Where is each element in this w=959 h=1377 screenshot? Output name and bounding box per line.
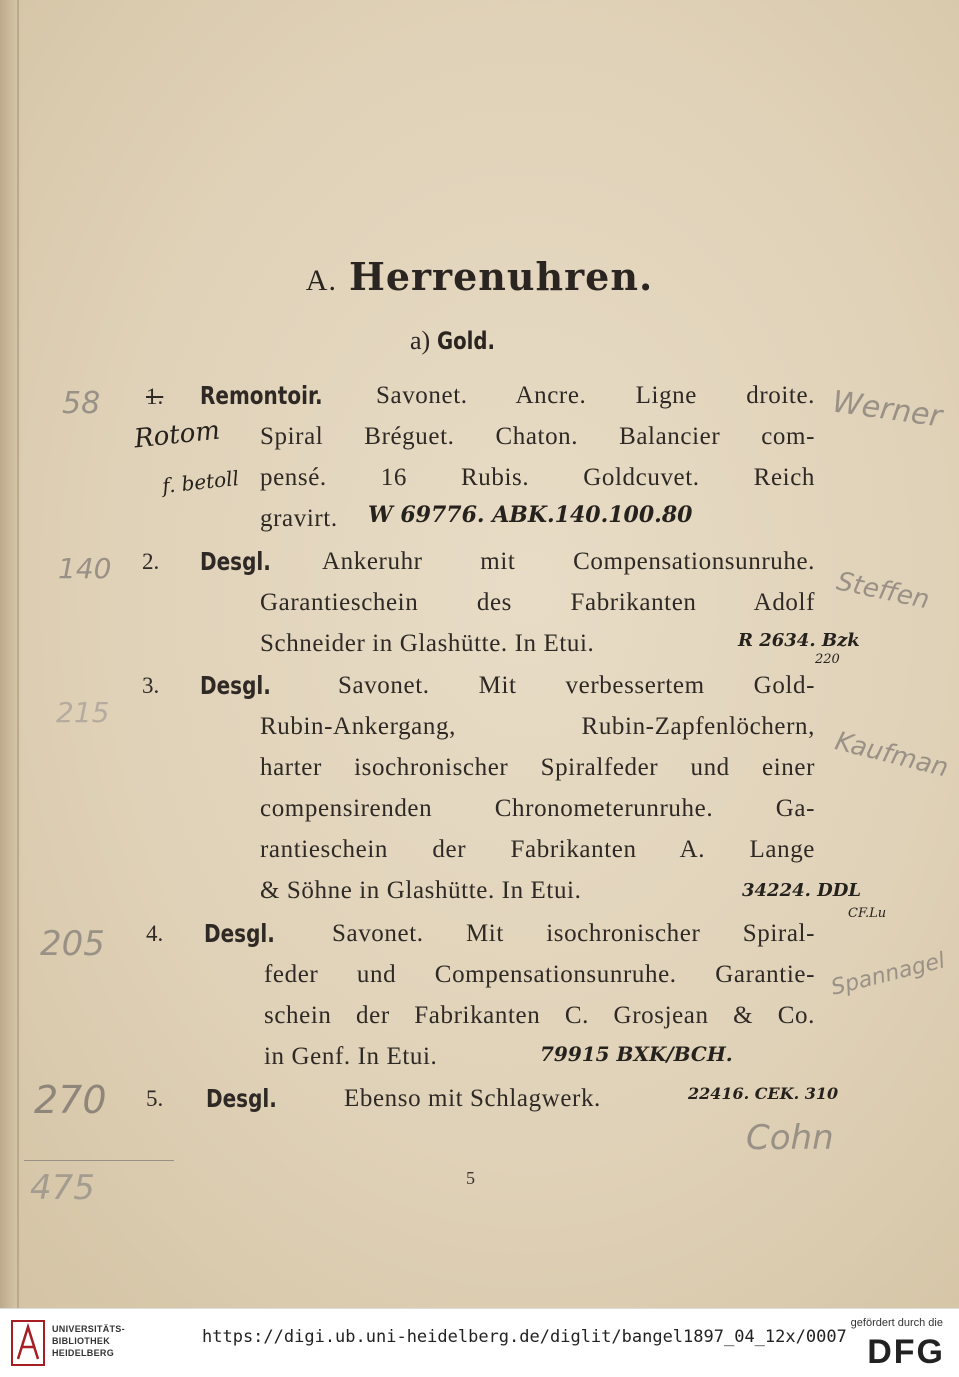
entry-number: 5.: [146, 1086, 164, 1111]
pencil-annotation: Kaufman: [832, 726, 952, 784]
ink-annotation: CF.Lu: [848, 906, 887, 921]
entry-line: Garantieschein des Fabrikanten Adolf: [260, 589, 815, 616]
heading-title: Herrenuhren.: [348, 254, 654, 299]
entry-number: 4.: [146, 921, 164, 946]
entry-line: pensé. 16 Rubis. Goldcuvet. Reich: [260, 464, 815, 491]
institution-line: HEIDELBERG: [52, 1348, 115, 1358]
entry-keyword: Desgl.: [204, 919, 275, 948]
entry-number: 1.: [146, 384, 164, 409]
ink-annotation: 34224. DDL: [742, 880, 862, 901]
page-number: 5: [466, 1168, 475, 1188]
entry-keyword: Desgl.: [200, 671, 271, 700]
ink-annotation: R 2634. Bzk: [738, 630, 860, 651]
funder-logo: DFG: [867, 1333, 945, 1371]
pencil-annotation: 140: [58, 552, 112, 585]
entry-line: in Genf. In Etui.: [264, 1043, 438, 1070]
ink-annotation: f. betoll: [160, 466, 240, 498]
entry-line: Savonet. Ancre. Ligne droite.: [376, 382, 815, 409]
pencil-annotation: Steffen: [833, 566, 933, 616]
entry-line: gravirt.: [260, 505, 338, 532]
viewer-footer: [0, 1308, 959, 1377]
ink-annotation: W 69776. ABK.140.100.80: [368, 502, 693, 528]
entry-number: 2.: [142, 549, 160, 574]
entry-line: harter isochronischer Spiralfeder und einer: [260, 754, 815, 781]
pencil-annotation: 270: [34, 1078, 107, 1122]
pencil-annotation: Spannagel: [828, 948, 948, 1001]
entry-line: rantieschein der Fabrikanten A. Lange: [260, 836, 815, 863]
heading-letter: A.: [305, 264, 337, 297]
pencil-annotation: 58: [62, 386, 101, 421]
pencil-annotation: 475: [30, 1168, 95, 1208]
pencil-annotation: 215: [56, 696, 110, 729]
institution-line: UNIVERSITÄTS-: [52, 1324, 125, 1334]
ink-annotation: 220: [815, 652, 840, 667]
binding-fold: [17, 0, 19, 1308]
pencil-rule: [24, 1160, 174, 1161]
entry-line: Ankeruhr mit Compensationsunruhe.: [322, 548, 815, 575]
entry-line: Savonet. Mit verbessertem Gold-: [338, 672, 815, 699]
pencil-annotation: 205: [40, 924, 105, 964]
entry-keyword: Desgl.: [200, 547, 271, 576]
entry-keyword: Remontoir.: [200, 381, 323, 410]
ink-annotation: 79915 BXK/BCH.: [540, 1042, 733, 1066]
section-heading: [0, 254, 959, 300]
entry-line: compensirenden Chronometerunruhe. Ga-: [260, 795, 815, 822]
subheading-prefix: a): [410, 326, 431, 355]
subheading-label: Gold.: [436, 327, 495, 355]
entry-line: Ebenso mit Schlagwerk.: [344, 1085, 601, 1112]
ink-annotation: 22416. CEK. 310: [688, 1084, 839, 1103]
entry-number: 3.: [142, 673, 160, 698]
entry-line: Savonet. Mit isochronischer Spiral-: [332, 920, 815, 947]
entry-line: Rubin-Ankergang, Rubin-Zapfenlöchern,: [260, 713, 815, 740]
entry-line: Schneider in Glashütte. In Etui.: [260, 630, 595, 657]
entry-line: schein der Fabrikanten C. Grosjean & Co.: [264, 1002, 815, 1029]
entry-line: feder und Compensationsunruhe. Garantie-: [264, 961, 815, 988]
institution-line: BIBLIOTHEK: [52, 1336, 110, 1346]
entry-line: & Söhne in Glashütte. In Etui.: [260, 877, 582, 904]
pencil-annotation: Werner: [830, 384, 945, 435]
entry-keyword: Desgl.: [206, 1084, 277, 1113]
permalink-url[interactable]: https://digi.ub.uni-heidelberg.de/diglit/bangel1897_04_12x/0007: [202, 1327, 847, 1347]
subsection-heading: [410, 326, 507, 356]
university-seal-icon: [10, 1319, 46, 1367]
funder-label: gefördert durch die: [850, 1317, 943, 1329]
institution-name: [52, 1323, 125, 1359]
ink-annotation: Rotom: [132, 415, 222, 455]
entry-line: Spiral Bréguet. Chaton. Balancier com-: [260, 423, 815, 450]
pencil-annotation: Cohn: [746, 1118, 834, 1158]
